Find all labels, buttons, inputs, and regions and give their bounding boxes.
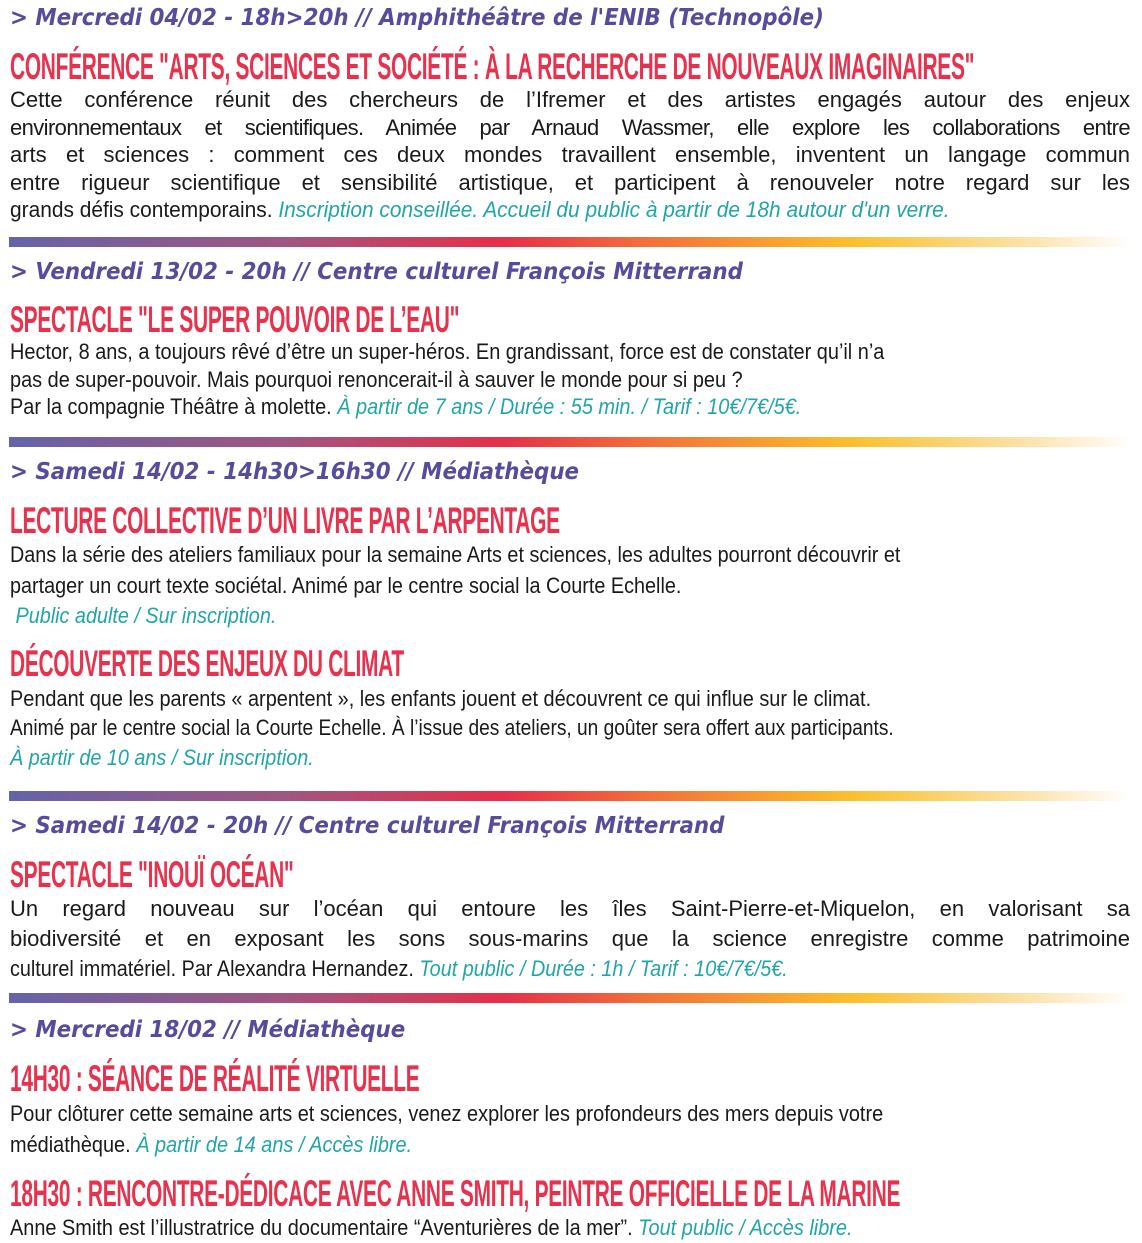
description-line: médiathèque. À partir de 14 ans / Accès libre. (10, 1132, 413, 1157)
description-line: pas de super-pouvoir. Mais pourquoi renoncerait-il à sauver le monde pour si peu ? (10, 366, 743, 392)
event-title: SPECTACLE "LE SUPER POUVOIR DE L’EAU" (10, 299, 460, 340)
event-title: DÉCOUVERTE DES ENJEUX DU CLIMAT (10, 643, 404, 684)
description-line: Pendant que les parents « arpentent », les enfants jouent et découvrent ce qui influe sur le climat. (10, 686, 872, 711)
event-description (10, 540, 1130, 632)
event-date-line: > Samedi 14/02 - 20h // Centre culturel François Mitterrand (10, 813, 725, 839)
event-practical-info: À partir de 10 ans / Sur inscription. (10, 744, 314, 770)
description-line: grands défis contemporains. Inscription conseillée. Accueil du public à partir de 18h autour d'un verre. (10, 197, 950, 223)
event-practical-info: Tout public / Durée : 1h / Tarif : 10€/7€/5€. (419, 955, 788, 981)
description-line: culturel immatériel. Par Alexandra Hernandez. Tout public / Durée : 1h / Tarif : 10€/7€/5€. (10, 955, 788, 981)
description-line: biodiversité et en exposant les sons sous-marins que la science enregistre comme patrimoine (10, 925, 1130, 951)
event-title: SPECTACLE "INOUÏ OCÉAN" (10, 854, 294, 895)
event-description (10, 1098, 1130, 1160)
description-line: Un regard nouveau sur l’océan qui entoure les îles Saint-Pierre-et-Miquelon, en valorisant sa (10, 896, 1130, 921)
gradient-divider (9, 993, 1131, 1003)
event-title: CONFÉRENCE "ARTS, SCIENCES ET SOCIÉTÉ : À LA RECHERCHE DE NOUVEAUX IMAGINAIRES" (10, 46, 975, 87)
description-line: Anne Smith est l’illustratrice du documentaire “Aventurières de la mer”. Tout public / Accès libre. (10, 1215, 853, 1240)
event-title: 14H30 : SÉANCE DE RÉALITÉ VIRTUELLE (10, 1058, 420, 1099)
event-description (10, 338, 1130, 421)
event-practical-info: À partir de 14 ans / Accès libre. (136, 1132, 413, 1157)
description-line: partager un court texte sociétal. Animé par le centre social la Courte Echelle. (10, 572, 682, 598)
description-line: Par la compagnie Théâtre à molette. À partir de 7 ans / Durée : 55 min. / Tarif : 10€/7€/5€. (10, 394, 802, 420)
description-line: Pour clôturer cette semaine arts et sciences, venez explorer les profondeurs des mers depuis votre (10, 1101, 884, 1126)
description-line: Cette conférence réunit des chercheurs de l’Ifremer et des artistes engagés autour des enjeux (10, 87, 1130, 112)
event-description (10, 684, 1130, 772)
event-description (10, 894, 1130, 983)
event-practical-info: À partir de 7 ans / Durée : 55 min. / Tarif : 10€/7€/5€. (337, 394, 802, 420)
description-line: Hector, 8 ans, a toujours rêvé d’être un super-héros. En grandissant, force est de constater qu’il n’a (10, 339, 885, 364)
gradient-divider (9, 791, 1131, 801)
event-practical-info: Tout public / Accès libre. (638, 1215, 853, 1240)
event-date-line: > Mercredi 18/02 // Médiathèque (10, 1017, 406, 1043)
description-line: arts et sciences : comment ces deux mondes travaillent ensemble, inventent un langage commun (10, 142, 1130, 168)
event-date-line: > Mercredi 04/02 - 18h>20h // Amphithéâtre de l'ENIB (Technopôle) (10, 5, 824, 31)
description-line: entre rigueur scientifique et sensibilité artistique, et participent à renouveler notre regard sur les (10, 169, 1130, 195)
event-title: LECTURE COLLECTIVE D’UN LIVRE PAR L’ARPENTAGE (10, 500, 560, 541)
description-line: Dans la série des ateliers familiaux pour la semaine Arts et sciences, les adultes pourront découvrir et (10, 542, 901, 567)
event-practical-info: Public adulte / Sur inscription. (10, 603, 277, 628)
description-line: Animé par le centre social la Courte Echelle. À l’issue des ateliers, un goûter sera offert aux participants. (10, 715, 894, 741)
event-description (10, 86, 1130, 224)
event-practical-info: Inscription conseillée. Accueil du public à partir de 18h autour d'un verre. (278, 197, 950, 223)
event-description (10, 1214, 1130, 1242)
gradient-divider (9, 237, 1131, 247)
gradient-divider (9, 437, 1131, 447)
description-line: environnementaux et scientifiques. Animée par Arnaud Wassmer, elle explore les collaborations entre (10, 114, 1130, 140)
event-date-line: > Samedi 14/02 - 14h30>16h30 // Médiathèque (10, 459, 580, 485)
event-title: 18H30 : RENCONTRE-DÉDICACE AVEC ANNE SMITH, PEINTRE OFFICIELLE DE LA MARINE (10, 1173, 901, 1214)
event-date-line: > Vendredi 13/02 - 20h // Centre culturel François Mitterrand (10, 259, 743, 285)
